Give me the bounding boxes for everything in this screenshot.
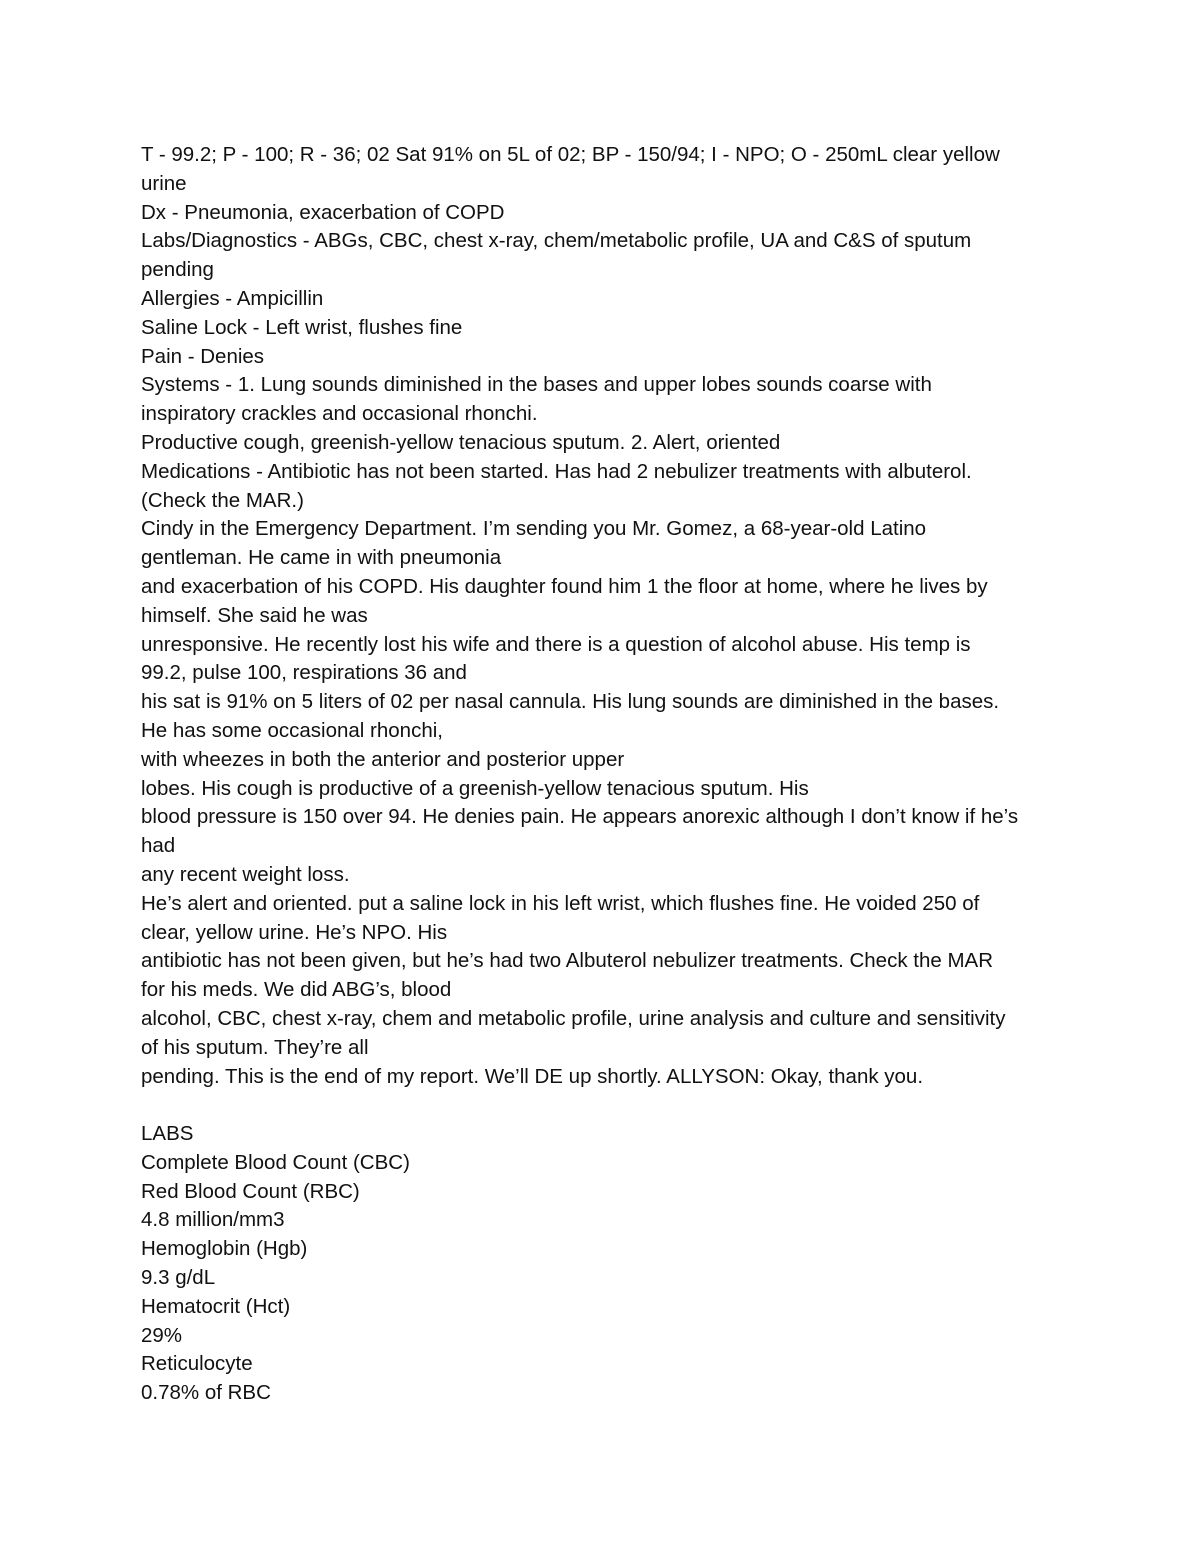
- retic-value: 0.78% of RBC: [141, 1381, 271, 1405]
- report-line: any recent weight loss.: [141, 862, 350, 886]
- report-line: Systems - 1. Lung sounds diminished in the bases and upper lobes sounds coarse with: [141, 373, 932, 397]
- report-line: pending. This is the end of my report. We’ll DE up shortly. ALLYSON: Okay, thank you.: [141, 1064, 924, 1088]
- labs-section: [141, 1120, 1071, 1408]
- report-line: alcohol, CBC, chest x-ray, chem and metabolic profile, urine analysis and culture and sensitivity: [141, 1006, 1006, 1030]
- report-line: gentleman. He came in with pneumonia: [141, 546, 502, 570]
- report-line: and exacerbation of his COPD. His daughter found him 1 the floor at home, where he lives by: [141, 574, 988, 598]
- report-line: Labs/Diagnostics - ABGs, CBC, chest x-ray, chem/metabolic profile, UA and C&S of sputum: [141, 229, 972, 253]
- rbc-value: 4.8 million/mm3: [141, 1208, 285, 1232]
- report-line: 99.2, pulse 100, respirations 36 and: [141, 661, 467, 685]
- labs-heading: LABS: [141, 1122, 194, 1146]
- report-line: had: [141, 834, 176, 858]
- report-line: inspiratory crackles and occasional rhonchi.: [141, 402, 538, 426]
- report-line: Productive cough, greenish-yellow tenacious sputum. 2. Alert, oriented: [141, 430, 781, 454]
- document-body: [141, 141, 1071, 1408]
- report-line: T - 99.2; P - 100; R - 36; 02 Sat 91% on 5L of 02; BP - 150/94; I - NPO; O - 250mL clear yellow: [141, 143, 1000, 166]
- report-line: (Check the MAR.): [141, 488, 304, 512]
- hct-label: Hematocrit (Hct): [141, 1294, 291, 1318]
- hgb-value: 9.3 g/dL: [141, 1266, 216, 1290]
- report-line: his sat is 91% on 5 liters of 02 per nasal cannula. His lung sounds are diminished in the bases.: [141, 690, 1000, 714]
- report-line: himself. She said he was: [141, 603, 368, 627]
- report-line: with wheezes in both the anterior and posterior upper: [141, 747, 625, 771]
- report-line: of his sputum. They’re all: [141, 1035, 369, 1059]
- report-line: urine: [141, 171, 187, 195]
- cbc-title: Complete Blood Count (CBC): [141, 1150, 410, 1174]
- report-line: Medications - Antibiotic has not been started. Has had 2 nebulizer treatments with albuterol.: [141, 459, 972, 483]
- report-line: Dx - Pneumonia, exacerbation of COPD: [141, 200, 505, 224]
- report-line: Cindy in the Emergency Department. I’m sending you Mr. Gomez, a 68-year-old Latino: [141, 517, 927, 541]
- hct-value: 29%: [141, 1323, 183, 1347]
- report-line: He’s alert and oriented. put a saline lock in his left wrist, which flushes fine. He voided 250 of: [141, 891, 980, 915]
- retic-label: Reticulocyte: [141, 1352, 253, 1376]
- report-line: unresponsive. He recently lost his wife and there is a question of alcohol abuse. His temp is: [141, 632, 971, 656]
- report-line: for his meds. We did ABG’s, blood: [141, 978, 452, 1002]
- report-line: blood pressure is 150 over 94. He denies pain. He appears anorexic although I don’t know if he’s: [141, 805, 1019, 829]
- report-line: He has some occasional rhonchi,: [141, 718, 443, 742]
- report-line: lobes. His cough is productive of a greenish-yellow tenacious sputum. His: [141, 776, 809, 800]
- handoff-report: [141, 141, 1071, 1091]
- report-line: clear, yellow urine. He’s NPO. His: [141, 920, 448, 944]
- report-line: Saline Lock - Left wrist, flushes fine: [141, 315, 463, 339]
- report-line: Allergies - Ampicillin: [141, 286, 324, 310]
- report-line: antibiotic has not been given, but he’s had two Albuterol nebulizer treatments. Check the MAR: [141, 949, 994, 973]
- report-line: pending: [141, 258, 214, 282]
- rbc-label: Red Blood Count (RBC): [141, 1179, 360, 1203]
- hgb-label: Hemoglobin (Hgb): [141, 1237, 308, 1261]
- report-line: Pain - Denies: [141, 344, 265, 368]
